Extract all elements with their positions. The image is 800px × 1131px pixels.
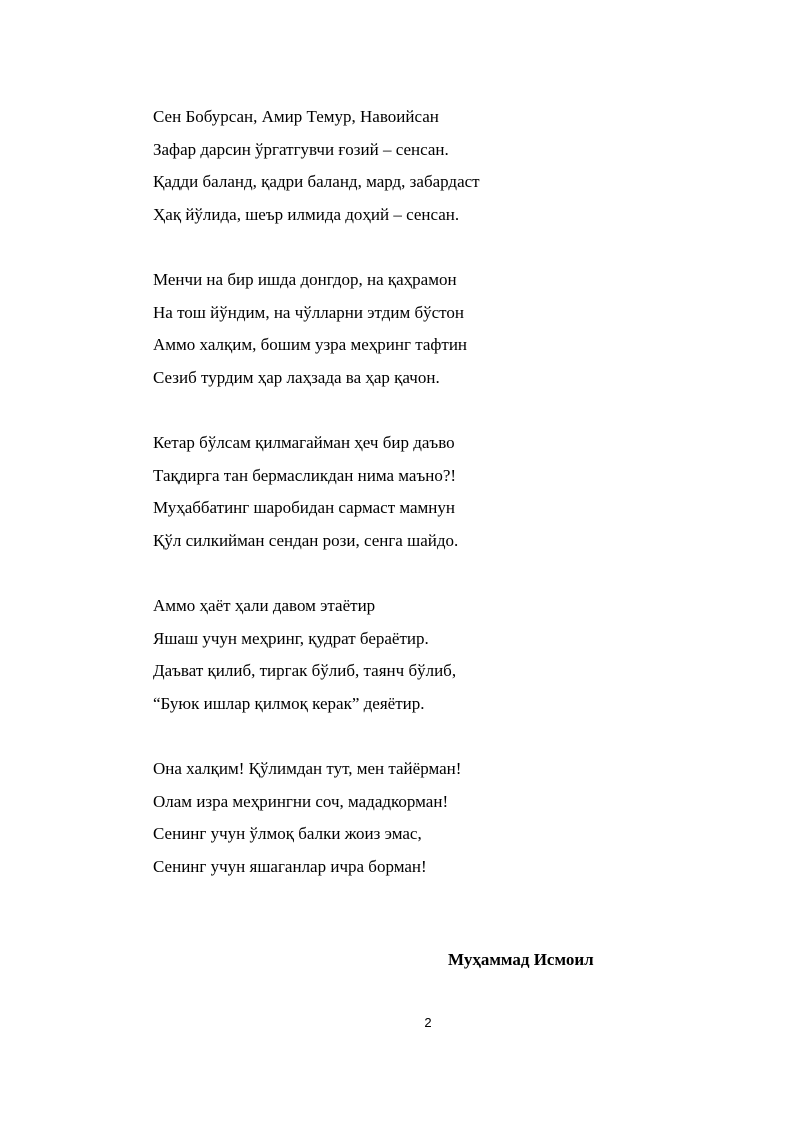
poem-line: Сенинг учун ўлмоқ балки жоиз эмас,	[153, 824, 422, 843]
poem-line: Қўл силкийман сендан рози, сенга шайдо.	[153, 530, 459, 550]
poem-line: Тақдирга тан бермасликдан нима маъно?!	[153, 465, 457, 485]
poem-line: Сен Бобурсан, Амир Темур, Навоийсан	[153, 107, 439, 126]
poem	[153, 101, 713, 916]
author-signature: Муҳаммад Исмоил	[448, 950, 594, 969]
page-number: 2	[424, 1015, 432, 1030]
poem-line: Кетар бўлсам қилмагайман ҳеч бир даъво	[153, 433, 455, 452]
poem-line: На тош йўндим, на чўлларни этдим бўстон	[153, 302, 464, 322]
poem-line: Сезиб турдим ҳар лаҳзада ва ҳар қачон.	[153, 367, 440, 387]
stanza-1	[153, 101, 713, 231]
poem-line: Аммо ҳаёт ҳали давом этаётир	[153, 596, 376, 615]
poem-line: Аммо халқим, бошим узра меҳринг тафтин	[153, 335, 468, 354]
stanza-5	[153, 753, 713, 883]
poem-line: Даъват қилиб, тиргак бўлиб, таянч бўлиб,	[153, 661, 457, 680]
poem-line: Қадди баланд, қадри баланд, мард, забардаст	[153, 172, 480, 191]
stanza-2	[153, 264, 713, 394]
poem-line: Яшаш учун меҳринг, қудрат бераётир.	[153, 628, 429, 648]
poem-line: Менчи на бир ишда донгдор, на қаҳрамон	[153, 270, 457, 289]
poem-line: “Буюк ишлар қилмоқ керак” деяётир.	[153, 693, 425, 713]
stanza-3	[153, 427, 713, 557]
stanza-4	[153, 590, 713, 720]
poem-line: Ҳақ йўлида, шеър илмида доҳий – сенсан.	[153, 204, 460, 224]
poem-line: Она халқим! Қўлимдан тут, мен тайёрман!	[153, 759, 462, 778]
poem-line: Муҳаббатинг шаробидан сармаст мамнун	[153, 498, 456, 517]
poem-line: Олам изра меҳрингни соч, мададкорман!	[153, 791, 449, 811]
poem-line: Сенинг учун яшаганлар ичра борман!	[153, 856, 427, 876]
poem-line: Зафар дарсин ўргатгувчи ғозий – сенсан.	[153, 139, 449, 159]
